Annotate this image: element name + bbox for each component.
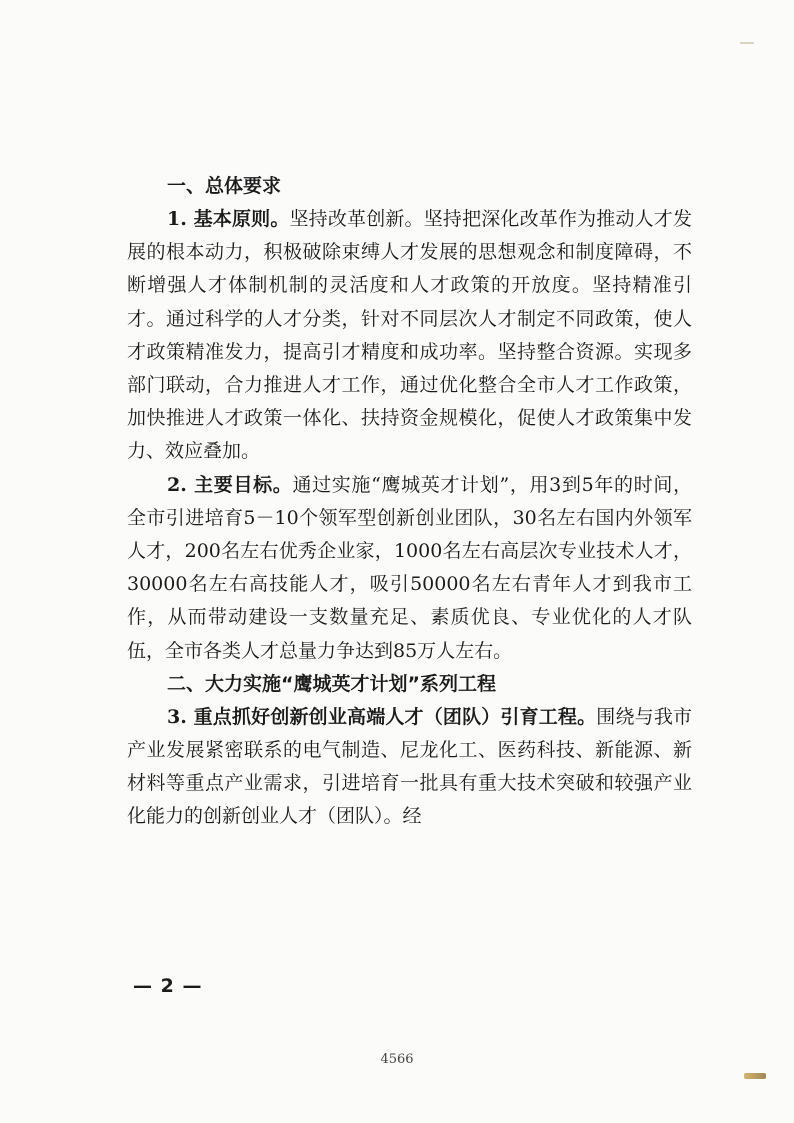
page-number: — 2 — <box>133 975 203 997</box>
paragraph-lead: 2. 主要目标。 <box>167 473 293 496</box>
paragraph-basic-principles <box>127 203 692 469</box>
scan-mark <box>740 42 754 44</box>
corner-scan-mark <box>744 1073 766 1079</box>
paragraph-lead: 1. 基本原则。 <box>167 208 290 230</box>
paragraph-main-goals <box>127 469 692 668</box>
paragraph-text: 坚持改革创新。坚持把深化改革作为推动人才发展的根本动力，积极破除束缚人才发展的思想观念和制度障碍，不断增强人才体制机制的灵活度和人才政策的开放度。坚持精准引才。通过科学的人才分类，针对不同层次人才制定不同政策，使人才政策精准发力，提高引才精度和成功率。坚持整合资源。实现多部门联动，合力推进人才工作，通过优化整合全市人才工作政策，加快推进人才政策一体化、扶持资金规模化，促使人才政策集中发力、效应叠加。 <box>127 208 692 463</box>
paragraph-text: 围绕与我市产业发展紧密联系的电气制造、尼龙化工、医药科技、新能源、新材料等重点产业需求，引进培育一批具有重大技术突破和较强产业化能力的创新创业人才（团队）。经 <box>127 705 692 828</box>
scan-footer-number: 4566 <box>380 1052 414 1067</box>
paragraph-lead: 3. 重点抓好创新创业高端人才（团队）引育工程。 <box>167 705 597 728</box>
paragraph-text: 通过实施“鹰城英才计划”，用3到5年的时间，全市引进培育5－10个领军型创新创业团队，30名左右国内外领军人才，200名左右优秀企业家，1000名左右高层次专业技术人才，30000名左右高技能人才，吸引50000名左右青年人才到我市工作，从而带动建设一支数量充足、素质优良、专业优化的人才队伍，全市各类人才总量力争达到85万人左右。 <box>127 473 692 662</box>
document-body <box>127 170 692 834</box>
section-heading-general-requirements: 一、总体要求 <box>167 175 282 197</box>
section-heading-talent-plan: 二、大力实施“鹰城英才计划”系列工程 <box>167 672 496 695</box>
paragraph-high-end-talent <box>127 701 692 834</box>
